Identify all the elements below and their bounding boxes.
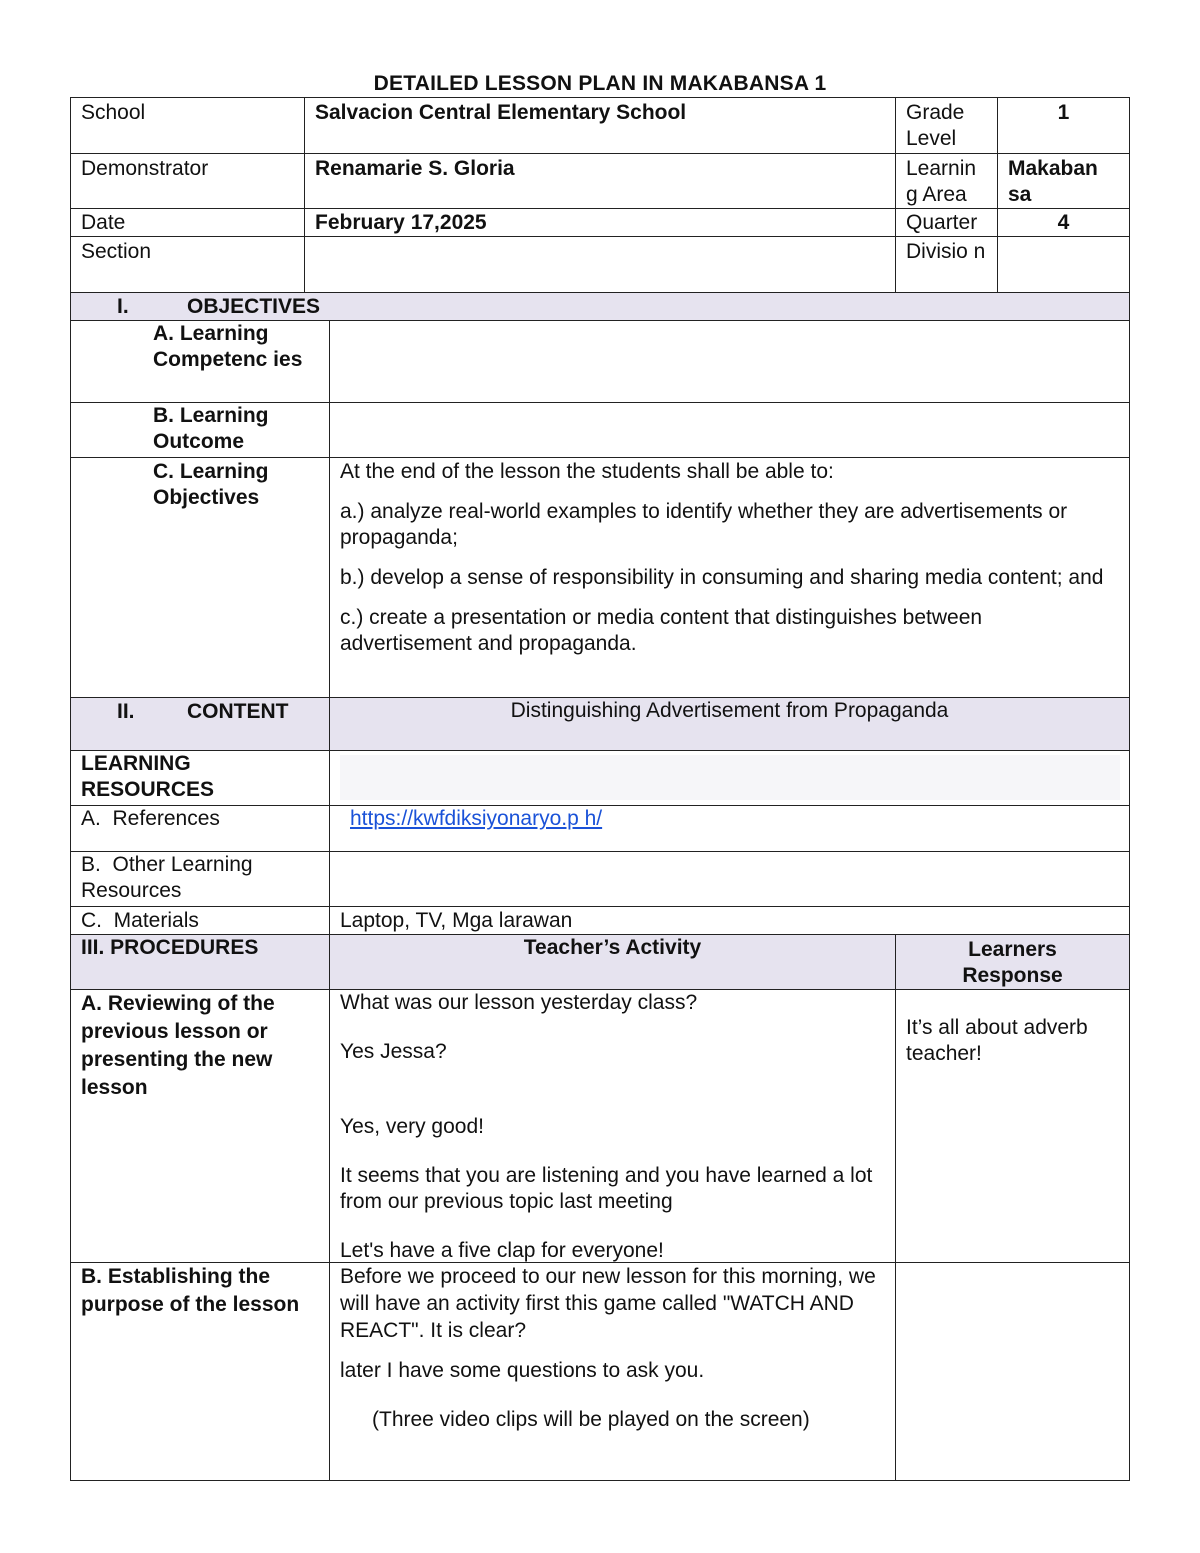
- division-label: Divisio n: [895, 236, 998, 293]
- other-resources-value: [329, 851, 1130, 907]
- demonstrator-label: Demonstrator: [70, 153, 305, 209]
- lo-a: a.) analyze real-world examples to identify whether they are advertisements or propaganda;: [340, 500, 1068, 549]
- content-heading: [70, 697, 330, 751]
- procedure-a-line-1: What was our lesson yesterday class?: [340, 991, 698, 1014]
- content-value: Distinguishing Advertisement from Propaganda: [329, 697, 1130, 751]
- learning-competencies-value: [329, 320, 1130, 403]
- lo-intro: At the end of the lesson the students shall be able to:: [340, 460, 834, 483]
- learning-outcome-value: [329, 402, 1130, 458]
- quarter-value: 4: [997, 208, 1130, 237]
- procedure-b-teacher: [329, 1262, 896, 1481]
- references-link[interactable]: https://kwfdiksiyonaryo.p h/: [350, 807, 603, 830]
- lo-b: b.) develop a sense of responsibility in consuming and sharing media content; and: [340, 566, 1104, 589]
- section-label: Section: [70, 236, 305, 293]
- quarter-label: Quarter: [895, 208, 998, 237]
- school-value: Salvacion Central Elementary School: [304, 97, 896, 154]
- content-heading-num: II.: [117, 700, 135, 723]
- procedure-a-line-5: Let's have a five clap for everyone!: [340, 1239, 664, 1262]
- learning-area-label: Learnin g Area: [895, 153, 998, 209]
- objectives-heading-text: OBJECTIVES: [187, 295, 321, 318]
- lo-c: c.) create a presentation or media content that distinguishes between advertisement and propaganda.: [340, 606, 983, 655]
- procedure-a-teacher: [329, 989, 896, 1263]
- learning-resources-heading: LEARNING RESOURCES: [70, 750, 330, 806]
- date-label: Date: [70, 208, 305, 237]
- materials-value: Laptop, TV, Mga larawan: [329, 906, 1130, 935]
- procedure-b-line-1: Before we proceed to our new lesson for this morning, we will have an activity first this game called "WATCH AND REACT". It is clear?: [340, 1265, 876, 1342]
- resources-shading: [340, 755, 1120, 800]
- procedure-a-line-3: Yes, very good!: [340, 1115, 484, 1138]
- references-value: [329, 805, 1130, 852]
- objectives-heading: [70, 292, 1130, 321]
- procedure-a-label: A. Reviewing of the previous lesson or presenting the new lesson: [70, 989, 330, 1263]
- procedure-a-line-2: Yes Jessa?: [340, 1040, 447, 1063]
- procedure-a-learner: It’s all about adverb teacher!: [895, 989, 1130, 1263]
- document-title: DETAILED LESSON PLAN IN MAKABANSA 1: [373, 72, 827, 95]
- grade-label: Grade Level: [895, 97, 998, 154]
- references-label: A. References: [70, 805, 330, 852]
- division-value: [997, 236, 1130, 293]
- learners-response-heading: Learners Response: [895, 934, 1130, 990]
- procedure-b-line-2: later I have some questions to ask you.: [340, 1359, 705, 1382]
- procedure-a-line-4: It seems that you are listening and you have learned a lot from our previous topic last meeting: [340, 1164, 873, 1213]
- grade-value: 1: [997, 97, 1130, 154]
- section-value: [304, 236, 896, 293]
- teacher-activity-heading: Teacher’s Activity: [329, 934, 896, 990]
- learning-competencies-label: A. Learning Competenc ies: [70, 320, 330, 403]
- school-label: School: [70, 97, 305, 154]
- procedure-b-learner: [895, 1262, 1130, 1481]
- procedure-b-label: B. Establishing the purpose of the lesson: [70, 1262, 330, 1481]
- learning-area-value: Makaban sa: [997, 153, 1130, 209]
- learning-outcome-label: B. Learning Outcome: [70, 402, 330, 458]
- other-resources-label: B. Other Learning Resources: [70, 851, 330, 907]
- procedure-b-line-3: (Three video clips will be played on the screen): [372, 1408, 810, 1431]
- learning-objectives-label: C. Learning Objectives: [70, 457, 330, 698]
- date-value: February 17,2025: [304, 208, 896, 237]
- content-heading-text: CONTENT: [187, 700, 289, 723]
- materials-label: C. Materials: [70, 906, 330, 935]
- objectives-heading-num: I.: [117, 295, 129, 318]
- demonstrator-value: Renamarie S. Gloria: [304, 153, 896, 209]
- procedures-heading: III. PROCEDURES: [70, 934, 330, 990]
- learning-objectives-value: [329, 457, 1130, 698]
